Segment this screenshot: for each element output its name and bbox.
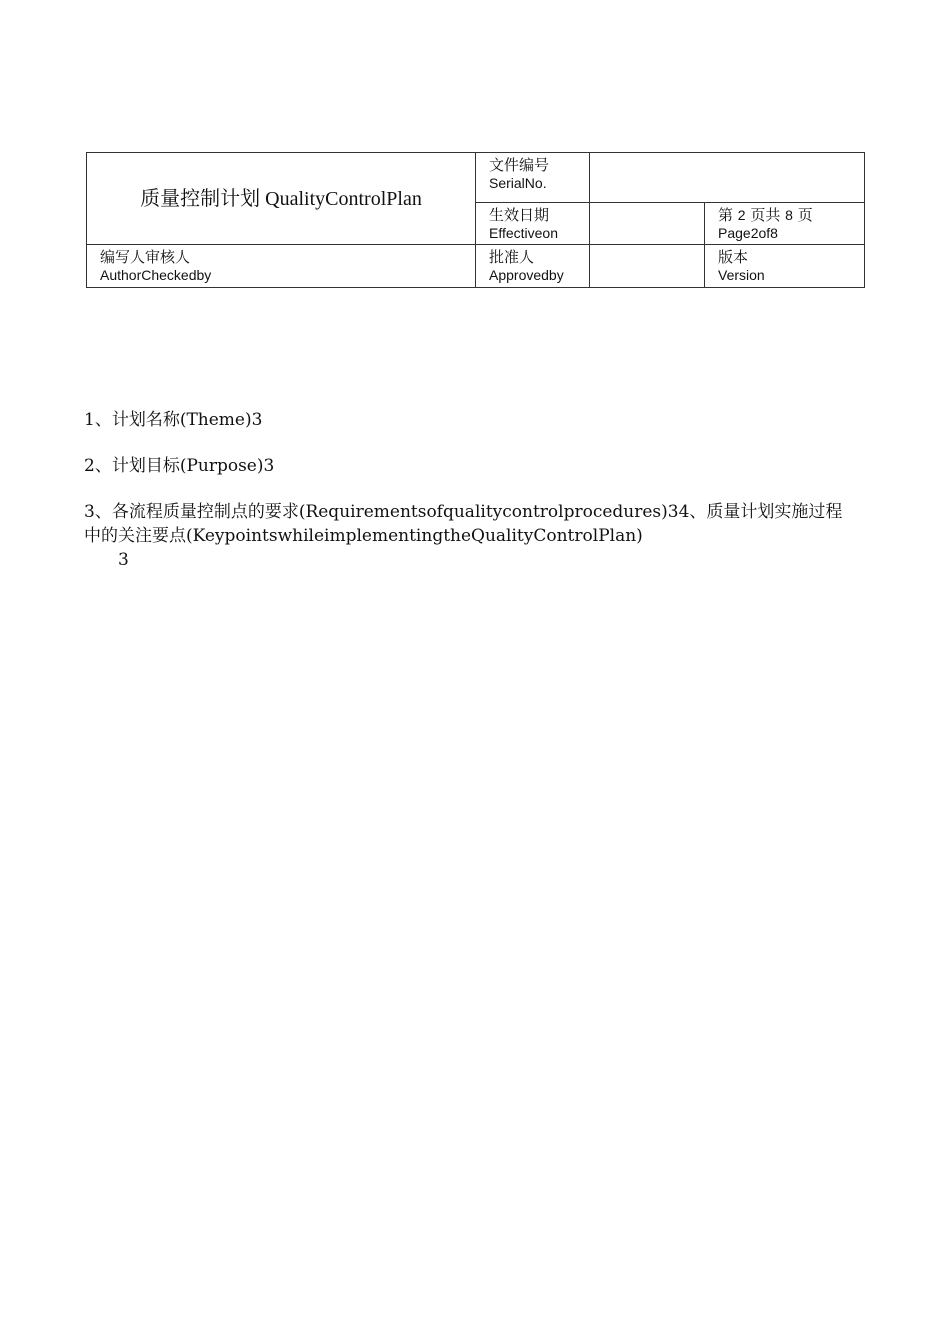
page-prefix: 第 (718, 206, 734, 224)
page-mid: 页共 (750, 206, 781, 224)
version-label-en: Version (718, 267, 765, 283)
serial-number-label-cn: 文件编号 (489, 156, 550, 174)
effective-date-label (476, 203, 590, 245)
toc-item-3-line-1[interactable]: 3、各流程质量控制点的要求(Requirementsofqualitycontrolprocedures)34、质量计划实施过程 (84, 502, 843, 522)
serial-number-label-en: SerialNo. (489, 175, 547, 191)
effective-date-label-cn: 生效日期 (489, 206, 550, 224)
toc-item-2[interactable]: 2、计划目标(Purpose)3 (84, 456, 275, 476)
page-number-cell (705, 203, 865, 245)
approved-by-label-cn: 批准人 (489, 248, 535, 266)
serial-number-label (476, 153, 590, 203)
toc-item-1[interactable]: 1、计划名称(Theme)3 (84, 410, 263, 430)
toc-item-3-page: 3 (118, 550, 129, 570)
table-of-contents (84, 408, 864, 572)
document-title (87, 153, 476, 245)
page-current: 2 (737, 207, 746, 223)
serial-number-value (590, 153, 865, 203)
author-checked-label-en: AuthorCheckedby (100, 267, 212, 283)
document-header-table (86, 152, 865, 288)
page-suffix: 页 (797, 206, 813, 224)
author-checked-label (87, 245, 476, 288)
toc-item-3-line-2[interactable]: 中的关注要点(KeypointswhileimplementingtheQualityControlPlan) (84, 526, 643, 546)
effective-date-value (590, 203, 705, 245)
approved-by-label (476, 245, 590, 288)
author-checked-label-cn: 编写人审核人 (100, 248, 191, 266)
document-title-text: 质量控制计划 QualityControlPlan (140, 187, 422, 210)
page-total: 8 (785, 207, 793, 223)
version-label-cn: 版本 (718, 248, 749, 266)
page-number-cn (718, 203, 864, 225)
approved-by-value (590, 245, 705, 288)
page-number-en: Page2of8 (718, 225, 778, 241)
effective-date-label-en: Effectiveon (489, 225, 559, 241)
version-label (705, 245, 865, 288)
approved-by-label-en: Approvedby (489, 267, 564, 283)
